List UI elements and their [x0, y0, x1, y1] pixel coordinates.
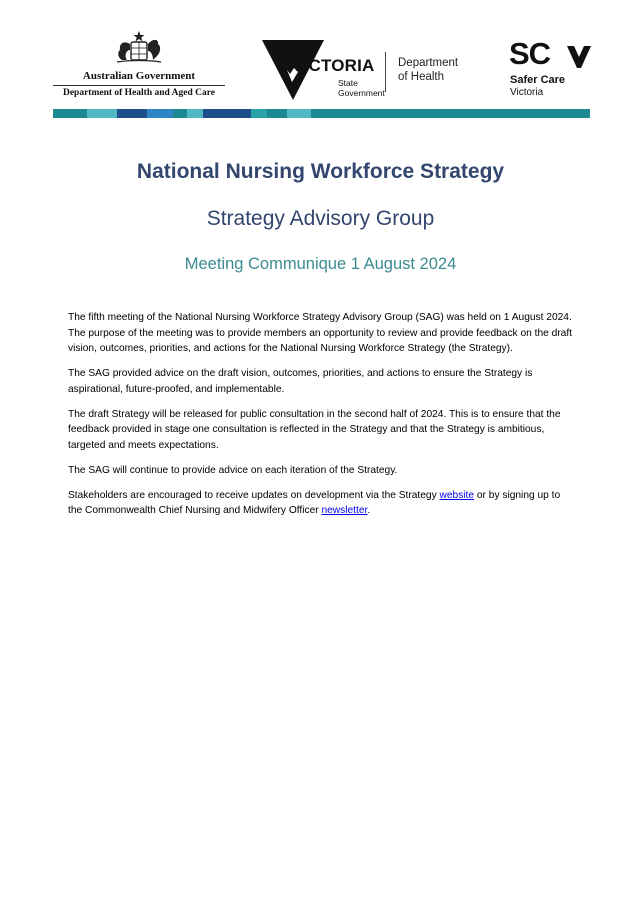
paragraph: The draft Strategy will be released for public consultation in the second half of 2024. This is to ensure that the feedback provided in stage one consultation is reflected in the Strategy and that the Strategy is ambitious, targeted and meets expectations.: [68, 408, 561, 451]
text-span: Stakeholders are encouraged to receive updates on development via the Strategy: [68, 489, 440, 501]
safer-care-label: Safer Care: [510, 74, 566, 86]
color-band-segment: [311, 109, 590, 118]
coat-of-arms-icon: [109, 30, 169, 66]
safer-care-victoria-logo: [509, 36, 599, 102]
meeting-date-heading: Meeting Communique 1 August 2024: [184, 255, 457, 273]
logo-divider: [385, 52, 386, 92]
color-band-segment: [187, 109, 203, 118]
color-band-segment: [287, 109, 311, 118]
paragraph: [68, 488, 574, 519]
color-band-segment: [267, 109, 287, 118]
paragraph: The SAG provided advice on the draft vision, outcomes, priorities, and actions to ensure the Strategy is aspirational, future-proofed, and implementable.: [68, 368, 533, 395]
color-band-segment: [87, 109, 117, 118]
website-link[interactable]: website: [439, 489, 475, 501]
document-subtitle: Strategy Advisory Group: [206, 207, 435, 230]
text-span: or by signing up to the Commonwealth Chief Nursing and Midwifery Officer: [68, 489, 561, 516]
scv-v-chevron-icon: [565, 43, 593, 71]
australian-government-name: Australian Government: [82, 70, 196, 82]
color-band-segment: [251, 109, 267, 118]
document-body: [68, 310, 574, 528]
color-band-segment: [173, 109, 187, 118]
victoria-label: Victoria: [510, 87, 544, 98]
color-band: [53, 109, 590, 118]
paragraph: The SAG will continue to provide advice on each iteration of the Strategy.: [68, 464, 398, 476]
victoria-state-government-logo: [262, 40, 477, 102]
government-label: Government: [338, 88, 385, 98]
color-band-segment: [203, 109, 251, 118]
state-label: State: [338, 78, 358, 88]
victoria-wordmark: VICTORIA: [292, 56, 375, 75]
color-band-segment: [53, 109, 87, 118]
logo-divider: [53, 85, 225, 86]
color-band-segment: [147, 109, 173, 118]
of-health-line: of Health: [398, 71, 445, 83]
australian-government-logo: [53, 30, 225, 100]
scv-letters: SC: [509, 36, 551, 71]
department-name: Department of Health and Aged Care: [62, 88, 216, 98]
paragraph: The fifth meeting of the National Nursing Workforce Strategy Advisory Group (SAG) was held on 1 August 2024. The purpose of the meeting was to provide members an opportunity to review and provide feedback on the draft vision, outcomes, priorities, and actions for the National Nursing Workforce Strategy (the Strategy).: [68, 312, 573, 354]
department-line: Department: [398, 57, 459, 69]
color-band-segment: [117, 109, 147, 118]
document-title: National Nursing Workforce Strategy: [136, 160, 505, 183]
state-government-label: [338, 78, 385, 98]
newsletter-link[interactable]: newsletter: [321, 505, 368, 516]
header: [0, 0, 641, 125]
department-of-health-label: [398, 56, 458, 84]
text-span: .: [367, 505, 371, 516]
